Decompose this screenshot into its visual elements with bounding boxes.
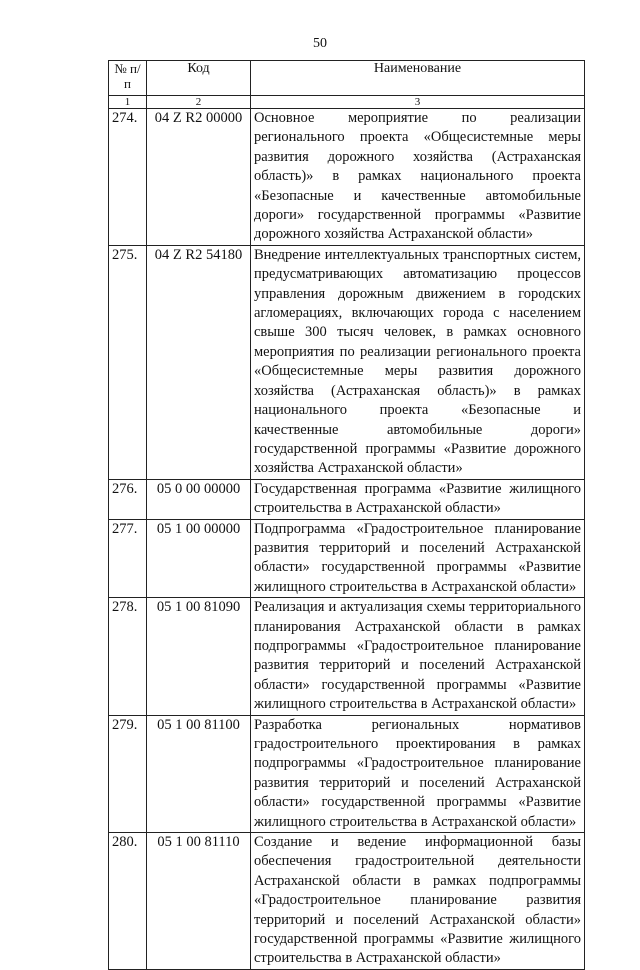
column-index-3: 3	[251, 96, 585, 109]
header-code: Код	[147, 61, 251, 96]
row-code: 04 Z R2 00000	[147, 109, 251, 246]
table-row	[109, 109, 585, 246]
row-number: 280.	[109, 833, 147, 970]
row-number: 276.	[109, 479, 147, 519]
column-index-row	[109, 96, 585, 109]
row-number: 279.	[109, 715, 147, 832]
table-header-row	[109, 61, 585, 96]
row-number: 278.	[109, 598, 147, 715]
row-name: Подпрограмма «Градостроительное планирование развития территорий и поселений Астраханской области» государственной программы «Развитие жилищного строительства в Астраханской области»	[251, 519, 585, 598]
row-number: 274.	[109, 109, 147, 246]
table-row	[109, 715, 585, 832]
row-code: 04 Z R2 54180	[147, 245, 251, 479]
row-name: Реализация и актуализация схемы территориального планирования Астраханской области в рамках подпрограммы «Градостроительное планирование развития территорий и поселений Астраханской области» государственной программы «Развитие жилищного строительства в Астраханской области»	[251, 598, 585, 715]
row-code: 05 1 00 81100	[147, 715, 251, 832]
row-code: 05 0 00 00000	[147, 479, 251, 519]
row-number: 277.	[109, 519, 147, 598]
table-row	[109, 245, 585, 479]
table-row	[109, 833, 585, 970]
row-code: 05 1 00 81110	[147, 833, 251, 970]
column-index-2: 2	[147, 96, 251, 109]
row-name: Государственная программа «Развитие жилищного строительства в Астраханской области»	[251, 479, 585, 519]
table-row	[109, 598, 585, 715]
row-name: Основное мероприятие по реализации регионального проекта «Общесистемные меры развития дорожного хозяйства (Астраханская область)» в рамках национального проекта «Безопасные и качественные автомобильные дороги» государственной программы «Развитие дорожного хозяйства Астраханской области»	[251, 109, 585, 246]
page-number: 50	[313, 36, 327, 51]
row-code: 05 1 00 81090	[147, 598, 251, 715]
row-number: 275.	[109, 245, 147, 479]
header-name: Наименование	[251, 61, 585, 96]
column-index-1: 1	[109, 96, 147, 109]
row-name: Разработка региональных нормативов градостроительного проектирования в рамках подпрограммы «Градостроительное планирование развития территорий и поселений Астраханской области» государственной программы «Развитие жилищного строительства в Астраханской области»	[251, 715, 585, 832]
header-number: № п/п	[109, 61, 147, 96]
table-row	[109, 479, 585, 519]
row-name: Внедрение интеллектуальных транспортных систем, предусматривающих автоматизацию процессов управления дорожным движением в городских агломерациях, включающих города с населением свыше 300 тысяч человек, в рамках основного мероприятия по реализации регионального проекта «Общесистемные меры развития дорожного хозяйства (Астраханская область)» в рамках национального проекта «Безопасные и качественные автомобильные дороги» государственной программы «Развитие дорожного хозяйства Астраханской области»	[251, 245, 585, 479]
row-name: Создание и ведение информационной базы обеспечения градостроительной деятельности Астраханской области в рамках подпрограммы «Градостроительное планирование развития территорий и поселений Астраханской области» государственной программы «Развитие жилищного строительства в Астраханской области»	[251, 833, 585, 970]
budget-code-table	[108, 60, 585, 970]
row-code: 05 1 00 00000	[147, 519, 251, 598]
table-row	[109, 519, 585, 598]
